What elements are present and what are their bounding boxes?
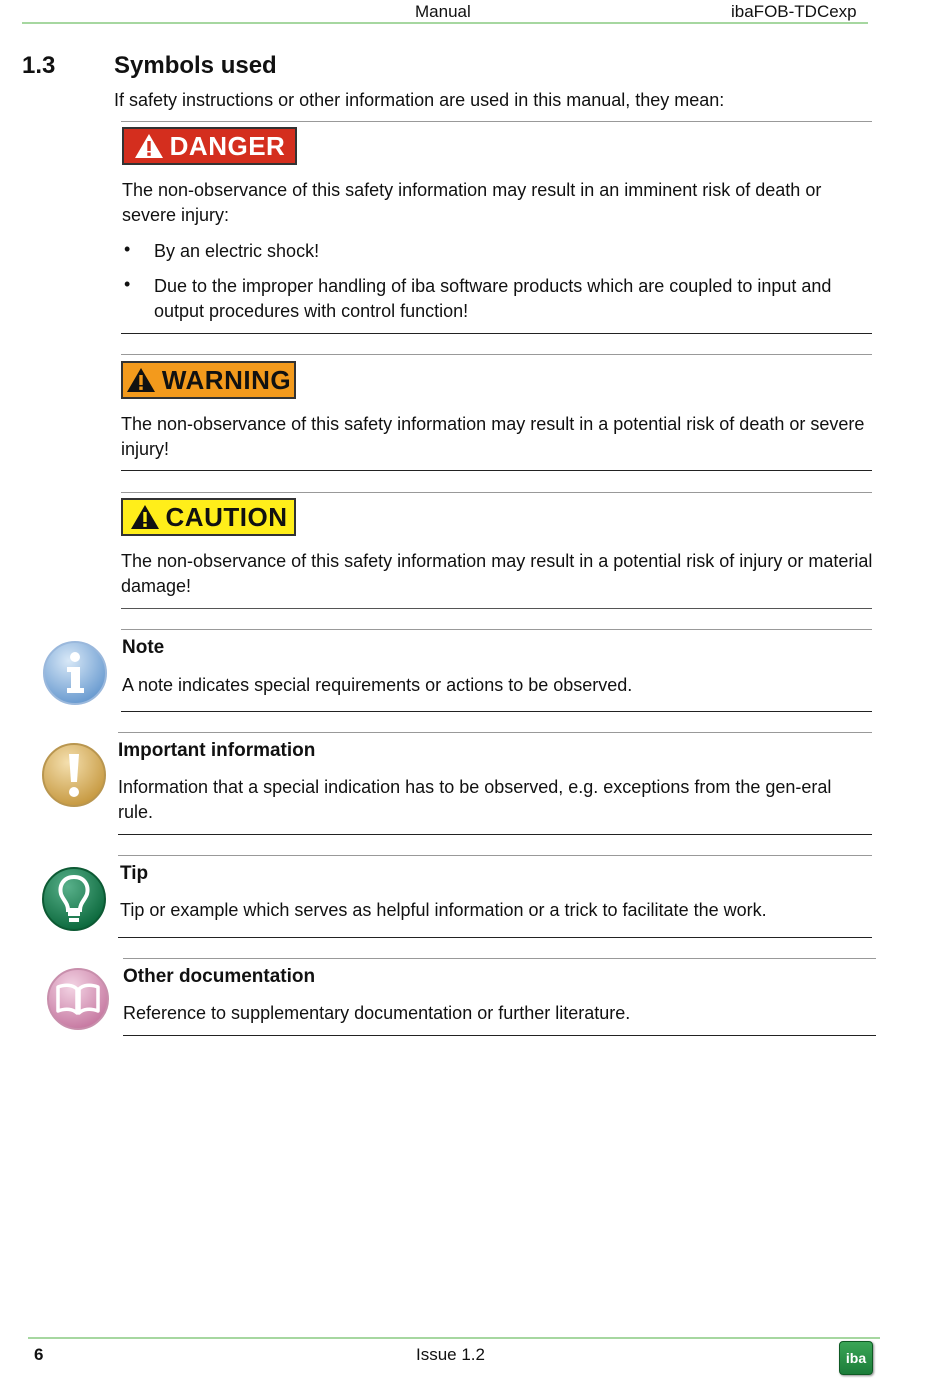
section-title: Symbols used (114, 52, 277, 79)
caution-bottom-rule (121, 608, 872, 609)
other-bottom-rule (123, 1035, 876, 1036)
bullet-icon: • (124, 274, 131, 294)
book-icon (46, 967, 110, 1031)
caution-text: The non-observance of this safety information may result in a potential risk of injury or material damage! (121, 551, 873, 596)
exclamation-icon (41, 742, 107, 808)
warning-text: The non-observance of this safety information may result in a potential risk of death or severe injury! (121, 414, 865, 459)
danger-label: DANGER (169, 130, 286, 161)
other-text: Reference to supplementary documentation or further literature. (123, 1003, 631, 1023)
danger-bullet-2: Due to the improper handling of iba software products which are coupled to input and output procedures with control function! (154, 276, 832, 321)
note-bottom-rule (121, 711, 872, 712)
info-icon (42, 640, 108, 706)
caution-label: CAUTION (165, 501, 288, 532)
important-text: Information that a special indication has to be observed, e.g. exceptions from the gen-eral rule. (118, 777, 832, 822)
header-product: ibaFOB-TDCexp (731, 2, 857, 21)
bullet-icon: • (124, 239, 131, 259)
caution-top-rule (121, 492, 872, 493)
footer-divider (28, 1337, 880, 1339)
note-text: A note indicates special requirements or actions to be observed. (122, 675, 633, 695)
warning-badge (121, 361, 296, 399)
danger-text: The non-observance of this safety information may result in an imminent risk of death or severe injury: (122, 180, 822, 225)
warning-top-rule (121, 354, 872, 355)
important-bottom-rule (118, 834, 872, 835)
important-title: Important information (118, 740, 316, 761)
header-title: Manual (415, 2, 471, 21)
warning-triangle-icon (130, 504, 160, 530)
tip-top-rule (118, 855, 872, 856)
tip-bottom-rule (118, 937, 872, 938)
issue-label: Issue 1.2 (416, 1345, 485, 1364)
other-title: Other documentation (123, 966, 316, 987)
intro-text: If safety instructions or other information are used in this manual, they mean: (114, 90, 725, 110)
danger-bottom-rule (121, 333, 872, 334)
tip-title: Tip (120, 863, 149, 884)
danger-badge (122, 127, 297, 165)
header-divider (22, 22, 868, 24)
iba-logo: iba (839, 1341, 873, 1375)
danger-bullet-1: By an electric shock! (154, 241, 320, 261)
important-top-rule (118, 732, 872, 733)
section-number: 1.3 (22, 52, 56, 79)
warning-triangle-icon (126, 367, 156, 393)
note-top-rule (121, 629, 872, 630)
warning-label: WARNING (161, 364, 292, 395)
other-top-rule (123, 958, 876, 959)
note-title: Note (122, 637, 165, 658)
lightbulb-icon (41, 866, 107, 932)
warning-triangle-icon (134, 133, 164, 159)
page-number: 6 (34, 1345, 44, 1364)
caution-badge (121, 498, 296, 536)
warning-bottom-rule (121, 470, 872, 471)
danger-top-rule (121, 121, 872, 122)
tip-text: Tip or example which serves as helpful information or a trick to facilitate the work. (120, 900, 767, 920)
